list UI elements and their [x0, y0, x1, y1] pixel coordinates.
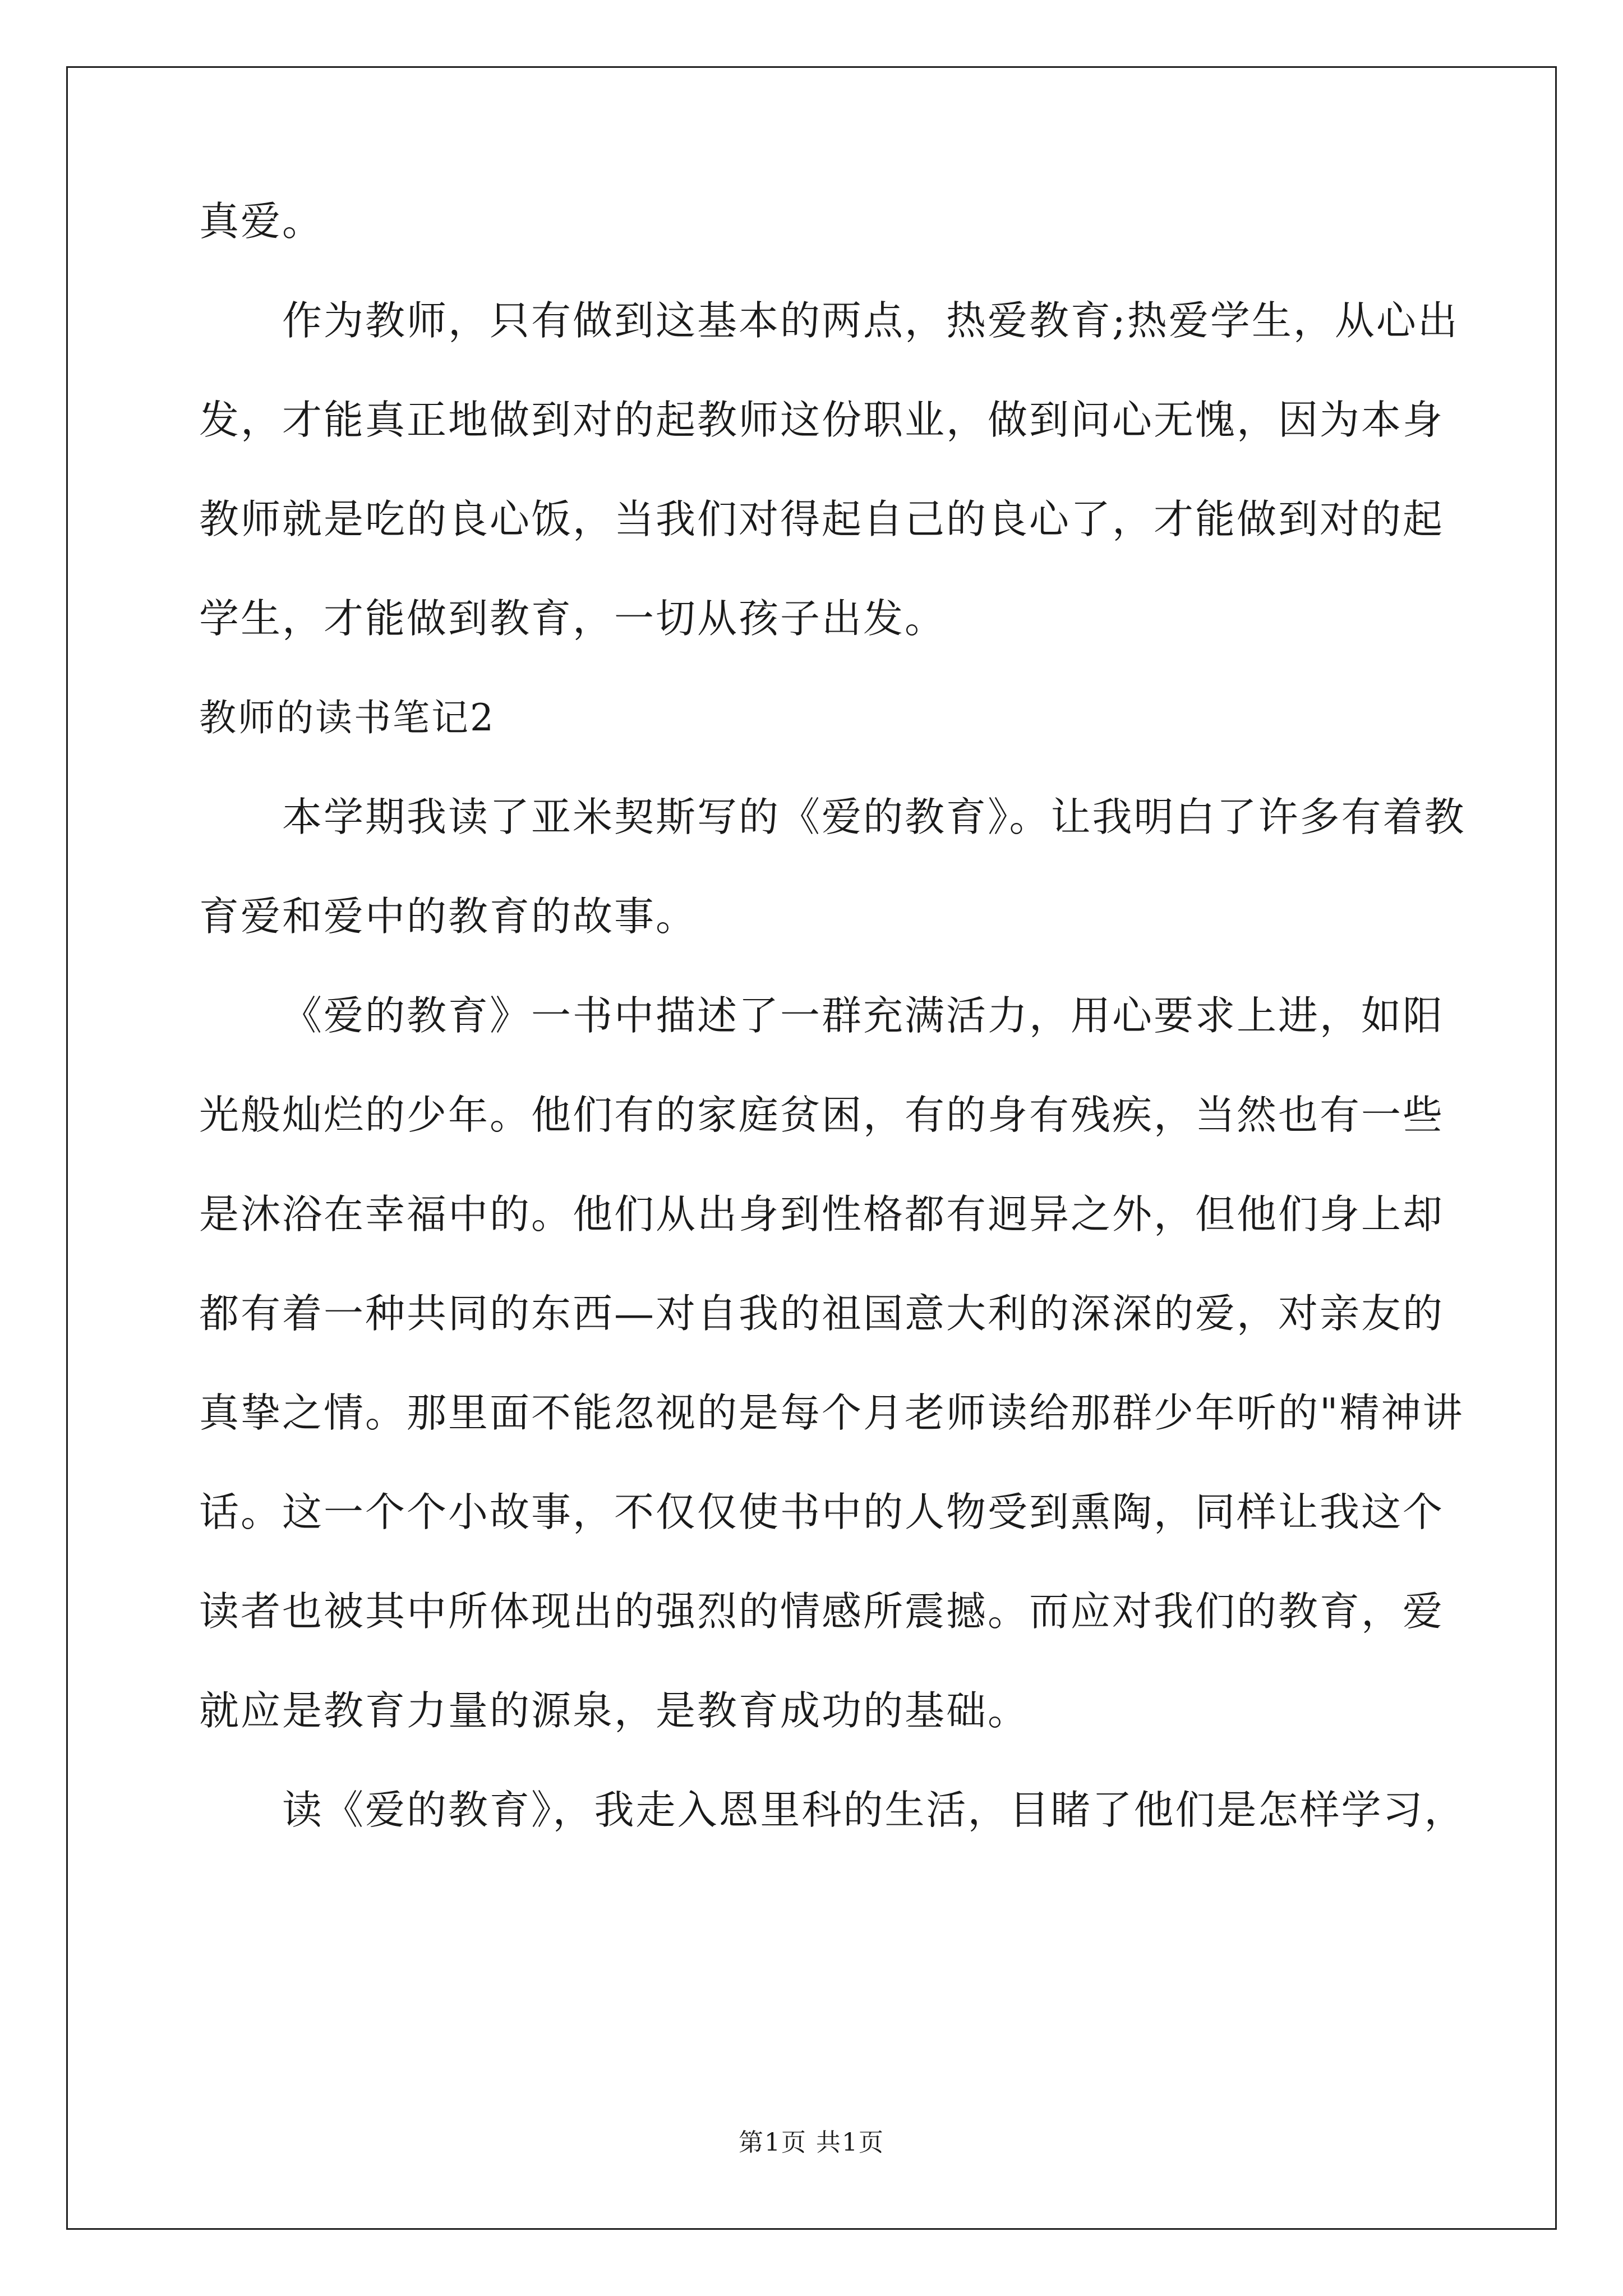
- text-line: 育爱和爱中的教育的故事。: [199, 893, 698, 940]
- paragraph-first-line: 《爱的教育》一书中描述了一群充满活力，用心要求上进，如阳: [282, 992, 1445, 1039]
- paragraph-first-line: 读《爱的教育》，我走入恩里科的生活，目睹了他们是怎样学习，: [282, 1787, 1466, 1833]
- text-line: 读者也被其中所体现出的强烈的情感所震撼。而应对我们的教育，爱: [199, 1588, 1445, 1635]
- text-line: 真挚之情。那里面不能忽视的是每个月老师读给那群少年听的"精神讲: [199, 1389, 1464, 1436]
- text-line: 发，才能真正地做到对的起教师这份职业，做到问心无愧，因为本身: [199, 397, 1445, 443]
- text-line: 光般灿烂的少年。他们有的家庭贫困，有的身有残疾，当然也有一些: [199, 1092, 1445, 1138]
- text-line: 就应是教育力量的源泉，是教育成功的基础。: [199, 1687, 1030, 1734]
- text-line: 都有着一种共同的东西—对自我的祖国意大利的深深的爱，对亲友的: [199, 1290, 1445, 1337]
- page-footer: 第1页 共1页: [739, 2128, 884, 2157]
- text-line: 是沐浴在幸福中的。他们从出身到性格都有迥异之外，但他们身上却: [199, 1191, 1445, 1237]
- text-line: 教师就是吃的良心饭，当我们对得起自己的良心了，才能做到对的起: [199, 496, 1445, 542]
- section-heading: 教师的读书笔记2: [199, 696, 495, 739]
- paragraph-first-line: 本学期我读了亚米契斯写的《爱的教育》。让我明白了许多有着教: [282, 794, 1466, 840]
- text-line: 真爱。: [199, 198, 324, 245]
- document-body: [199, 194, 1466, 1838]
- text-line: 学生，才能做到教育，一切从孩子出发。: [199, 595, 947, 642]
- text-line: 话。这一个个小故事，不仅仅使书中的人物受到熏陶，同样让我这个: [199, 1489, 1445, 1535]
- paragraph-first-line: 作为教师，只有做到这基本的两点，热爱教育;热爱学生，从心出: [282, 297, 1459, 344]
